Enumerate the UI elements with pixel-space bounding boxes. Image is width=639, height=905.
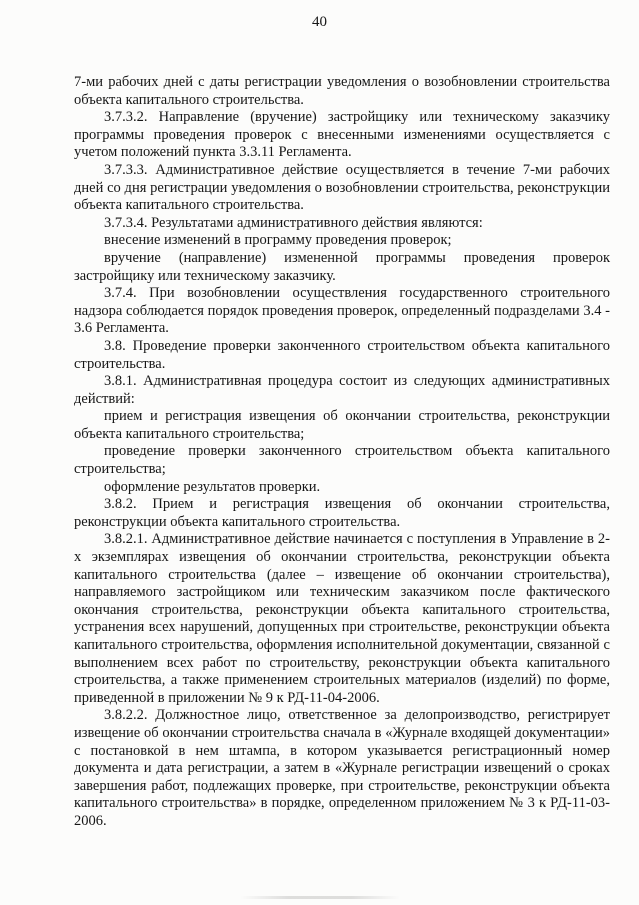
paragraph: 3.8.2.2. Должностное лицо, ответственное за делопроизводство, регистрирует извещение об окончании строительства сначала в «Журнале входящей документации» с постановкой в нем штампа, в котором указывается регистрационный номер документа и дата регистрации, а затем в «Журнале регистрации извещений о сроках завершения работ, подлежащих проверке, при строительстве, реконструкции объекта капитального строительства» в порядке, определенном приложением № 3 к РД-11-03-2006. — [74, 707, 610, 829]
paragraph: 3.8.2.1. Административное действие начинается с поступления в Управление в 2-х экземплярах извещения об окончании строительства, реконструкции объекта капитального строительства (далее – извещение об окончании строительства), направляемого застройщиком или техническим заказчиком после фактического окончания строительства, реконструкции объекта капитального строительства, устранения всех нарушений, допущенных при строительстве, реконструкции объекта капитального строительства, оформления исполнительной документации, связанной с выполнением всех работ по строительству, реконструкции объекта капитального строительства, а также применением строительных материалов (изделий) по форме, приведенной в приложении № 9 к РД-11-04-2006. — [74, 531, 610, 706]
paragraph: 7-ми рабочих дней с даты регистрации уведомления о возобновлении строительства объекта капитального строительства. — [74, 74, 610, 108]
paragraph: 3.8. Проведение проверки законченного строительством объекта капитального строительства. — [74, 337, 610, 372]
paragraph: 3.7.3.2. Направление (вручение) застройщику или техническому заказчику программы проведения проверок с внесенными изменениями осуществляется с учетом положений пункта 3.3.11 Регламента. — [74, 109, 610, 161]
paragraph: проведение проверки законченного строительством объекта капитального строительства; — [74, 443, 610, 478]
scan-artifact — [240, 896, 400, 899]
paragraph: 3.7.3.4. Результатами административного действия являются: — [104, 214, 483, 231]
paragraph: вручение (направление) измененной программы проведения проверок застройщику или техническому заказчику. — [74, 249, 610, 284]
paragraph: прием и регистрация извещения об окончании строительства, реконструкции объекта капитального строительства; — [74, 408, 610, 442]
page-number: 40 — [312, 14, 327, 30]
paragraph: оформление результатов проверки. — [104, 478, 321, 495]
paragraph: 3.8.1. Административная процедура состоит из следующих административных действий: — [74, 373, 610, 407]
paragraph: 3.7.3.3. Административное действие осуществляется в течение 7-ми рабочих дней со дня регистрации уведомления о возобновлении строительства, реконструкции объекта капитального строительства. — [74, 161, 610, 214]
paragraph: внесение изменений в программу проведения проверок; — [104, 232, 452, 249]
paragraph: 3.7.4. При возобновлении осуществления государственного строительного надзора соблюдается порядок проведения проверок, определенный подразделами 3.4 - 3.6 Регламента. — [74, 285, 610, 337]
paragraph: 3.8.2. Прием и регистрация извещения об окончании строительства, реконструкции объекта капитального строительства. — [74, 496, 610, 530]
document-body — [74, 74, 610, 831]
